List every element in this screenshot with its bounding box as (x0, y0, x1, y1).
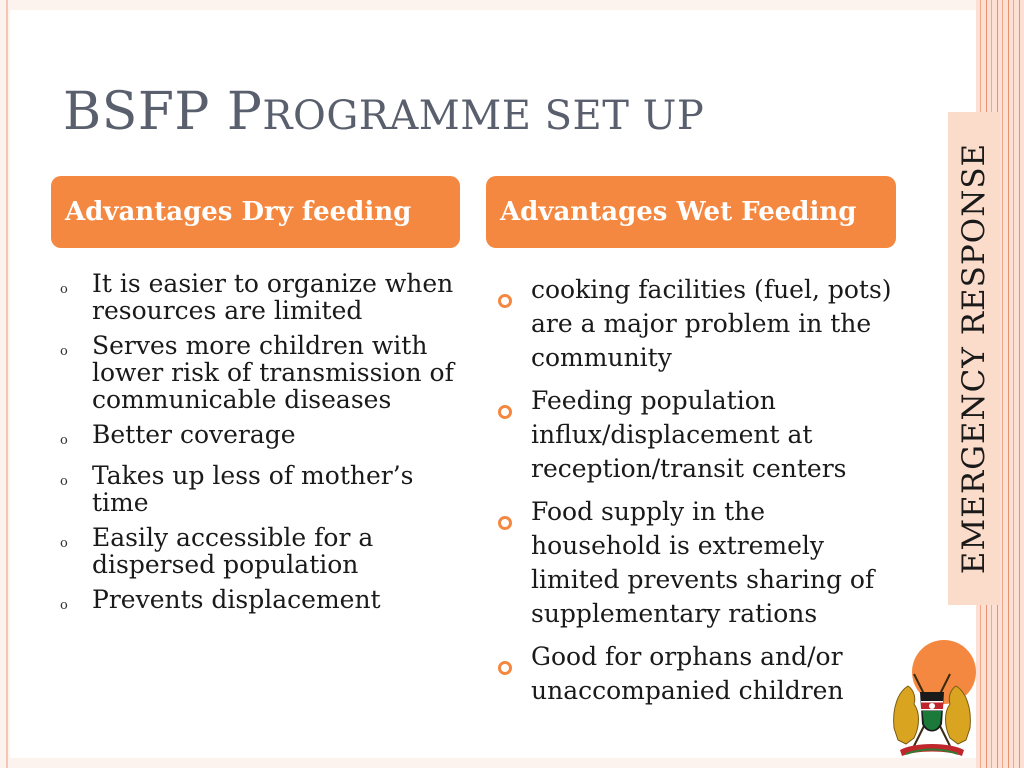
list-item-text: It is easier to organize when resources are limited (92, 269, 454, 325)
slide-title (63, 82, 704, 142)
hollow-circle-bullet-icon: o (60, 344, 68, 359)
dry-feeding-list (60, 270, 460, 627)
side-tab-label: EMERGENCY RESPONSE (956, 142, 992, 575)
list-item (60, 524, 460, 578)
left-border-rule (6, 0, 8, 768)
hollow-circle-bullet-icon: o (60, 474, 68, 489)
list-item-text: Feeding population influx/displacement at reception/transit centers (531, 386, 847, 483)
orange-ring-bullet-icon (498, 273, 531, 375)
list-item (498, 495, 898, 631)
hollow-circle-bullet-icon: o (60, 598, 68, 613)
side-tab (948, 112, 1000, 605)
list-item (498, 273, 898, 375)
list-item (498, 384, 898, 486)
kenya-coat-of-arms-icon (884, 668, 980, 760)
list-item (498, 640, 898, 708)
list-item-text: cooking facilities (fuel, pots) are a major problem in the community (531, 275, 892, 372)
orange-ring-bullet-icon (498, 384, 531, 486)
hollow-circle-bullet-icon: o (60, 282, 68, 297)
list-item-text: Prevents displacement (92, 585, 381, 614)
list-item (60, 421, 460, 454)
list-item-text: Good for orphans and/or unaccompanied children (531, 642, 844, 705)
wet-feeding-header-label: Advantages Wet Feeding (500, 197, 857, 227)
list-item (60, 462, 460, 516)
list-item (60, 586, 460, 619)
wet-feeding-header (486, 176, 896, 248)
hollow-circle-bullet-icon: o (60, 433, 68, 448)
list-item (60, 270, 460, 324)
list-item-text: Takes up less of mother’s time (92, 461, 414, 517)
hollow-circle-bullet-icon: o (60, 536, 68, 551)
list-item-text: Serves more children with lower risk of transmission of communicable diseases (92, 331, 454, 414)
title-main: BSFP P (63, 82, 263, 142)
orange-ring-bullet-icon (498, 495, 531, 631)
list-item-text: Easily accessible for a dispersed population (92, 523, 374, 579)
dry-feeding-header (51, 176, 460, 248)
wet-feeding-list (498, 273, 898, 717)
list-item-text: Better coverage (92, 420, 296, 449)
title-smallcaps: ROGRAMME SET UP (262, 93, 705, 139)
orange-ring-bullet-icon (498, 640, 531, 708)
list-item (60, 332, 460, 413)
list-item-text: Food supply in the household is extremely limited prevents sharing of supplementary rations (531, 497, 875, 628)
dry-feeding-header-label: Advantages Dry feeding (65, 197, 412, 227)
